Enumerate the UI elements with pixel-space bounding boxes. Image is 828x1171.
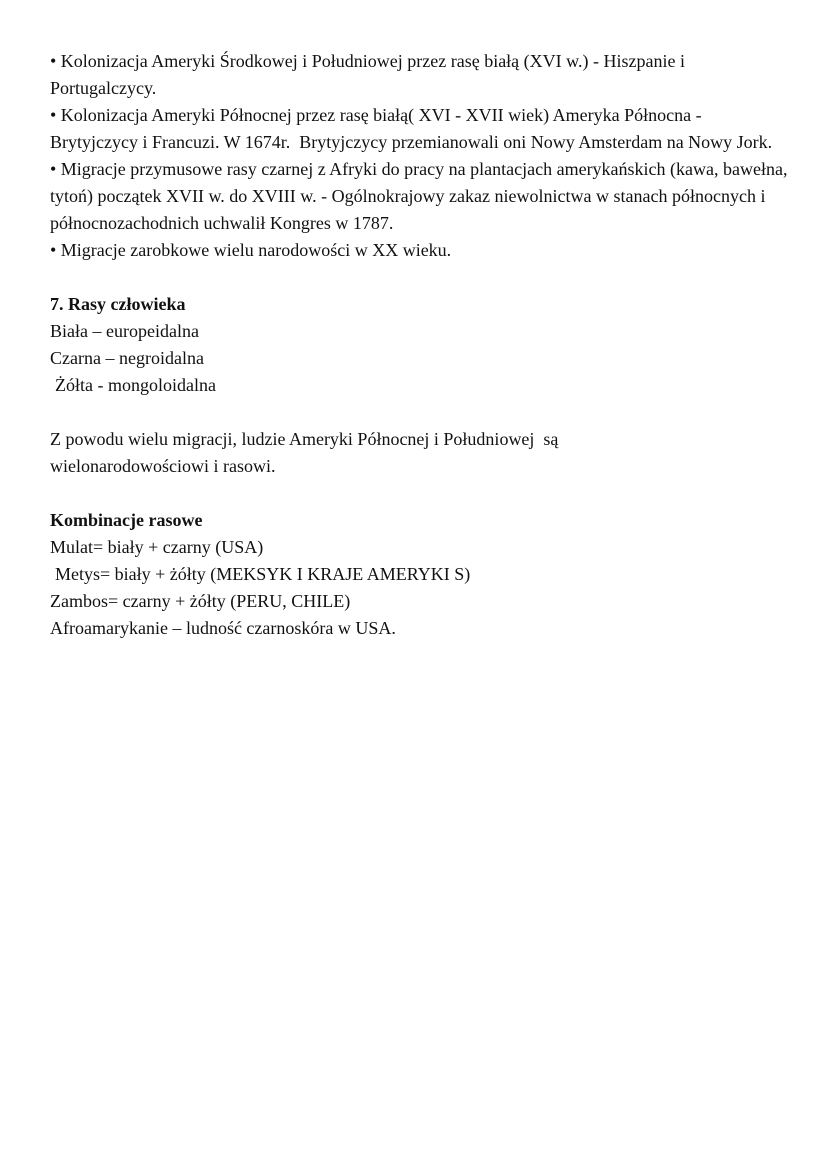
race-item-black: Czarna – negroidalna <box>50 348 204 368</box>
document-page <box>50 48 790 642</box>
bullet-colonization-north: • Kolonizacja Ameryki Północnej przez rasę białą( XVI - XVII wiek) Ameryka Północna - Brytyjczycy i Francuzi. W 1674r. Brytyjczycy przemianowali oni Nowy Amsterdam na Nowy Jork. <box>50 105 773 152</box>
bullet-economic-migration: • Migracje zarobkowe wielu narodowości w XX wieku. <box>50 240 452 260</box>
spacer <box>50 264 790 291</box>
combination-item-afroamerican: Afroamarykanie – ludność czarnoskóra w USA. <box>50 618 396 638</box>
spacer <box>50 480 790 507</box>
bullet-colonization-central-south: • Kolonizacja Ameryki Środkowej i Południowej przez rasę białą (XVI w.) - Hiszpanie i Portugalczycy. <box>50 51 690 98</box>
summary-paragraph: Z powodu wielu migracji, ludzie Ameryki Północnej i Południowej są wielonarodowościowi i rasowi. <box>50 429 563 476</box>
combination-item-metys: Metys= biały + żółty (MEKSYK I KRAJE AMERYKI S) <box>55 564 471 584</box>
combination-item-mulat: Mulat= biały + czarny (USA) <box>50 537 264 557</box>
section-heading-races: 7. Rasy człowieka <box>50 294 186 314</box>
combination-item-zambos: Zambos= czarny + żółty (PERU, CHILE) <box>50 591 351 611</box>
race-item-yellow: Żółta - mongoloidalna <box>55 375 216 395</box>
section-heading-combinations: Kombinacje rasowe <box>50 510 203 530</box>
spacer <box>50 399 790 426</box>
race-item-white: Biała – europeidalna <box>50 321 199 341</box>
bullet-forced-migration: • Migracje przymusowe rasy czarnej z Afryki do pracy na plantacjach amerykańskich (kawa, bawełna, tytoń) początek XVII w. do XVIII w. - Ogólnokrajowy zakaz niewolnictwa w stanach północnych i północnozachodnich uchwalił Kongres w 1787. <box>50 159 792 233</box>
